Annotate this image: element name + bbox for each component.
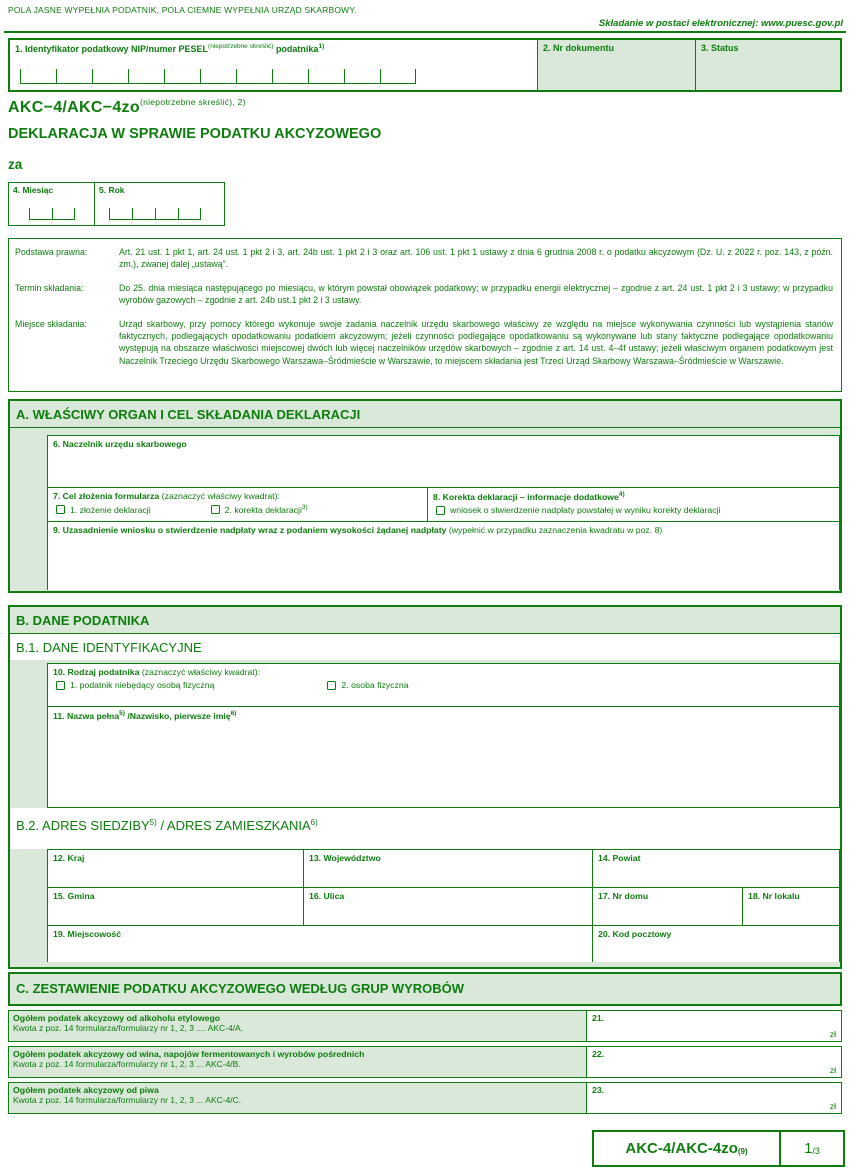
checkbox-korekta-deklaracji[interactable]: [211, 505, 220, 514]
field-22-amount[interactable]: [587, 1047, 841, 1077]
efiling-note: Składanie w postaci elektronicznej: www.puesc.gov.pl: [598, 18, 843, 29]
field-23-number: 23.: [592, 1085, 605, 1095]
field-13-wojewodztwo[interactable]: [304, 850, 593, 887]
fill-instruction-note: POLA JASNE WYPEŁNIA PODATNIK, POLA CIEMNE WYPEŁNIA URZĄD SKARBOWY.: [8, 5, 357, 15]
option-label-wniosek: wniosek o stwierdzenie nadpłaty powstałej w wyniku korekty deklaracji: [450, 505, 721, 515]
fields-7-8-row: [48, 488, 839, 522]
za-label: za: [8, 157, 23, 172]
footer-page-number: 1 /3: [804, 1140, 820, 1157]
field-19-miejscowosc[interactable]: [48, 926, 593, 962]
field-21-amount[interactable]: [587, 1011, 841, 1041]
field-1-nip-pesel: [10, 40, 538, 90]
field-23-amount[interactable]: [587, 1083, 841, 1113]
field-17-nr-domu[interactable]: [593, 888, 743, 925]
legal-label: Termin składania:: [15, 282, 84, 293]
field-3-status[interactable]: [696, 40, 840, 90]
field-15-gmina[interactable]: [48, 888, 304, 925]
checkbox-osoba-fizyczna[interactable]: [327, 681, 336, 690]
field-3-label: 3. Status: [701, 43, 739, 53]
address-row-3: [48, 926, 839, 962]
option-label-zlozenie: 1. złożenie deklaracji: [70, 504, 151, 515]
field-12-label: 12. Kraj: [53, 853, 85, 863]
section-a-fields-box: [47, 435, 840, 590]
tax-row-23-title: Ogółem podatek akcyzowy od piwa: [13, 1085, 159, 1095]
field-8-korekta-info: [428, 488, 839, 521]
field-15-label: 15. Gmina: [53, 891, 95, 901]
section-a: [8, 399, 842, 593]
legal-text: Do 25. dnia miesiąca następującego po miesiącu, w którym powstał obowiązek podatkowy; w przypadku energii elektrycznej – zgodnie z art. 24 ust. 1 pkt 2 i 3 ustawy; w przypadku wyrobów gazowych – zgodnie z art. 24b ust.1 pkt 2 i 3 ustawy.: [119, 282, 833, 306]
tax-row-22-title: Ogółem podatek akcyzowy od wina, napojów fermentowanych i wyrobów pośrednich: [13, 1049, 365, 1059]
field-22-number: 22.: [592, 1049, 605, 1059]
option-label-korekta: 2. korekta deklaracji$^{3)}$: [224, 504, 308, 515]
section-b1-header: B.1. DANE IDENTYFIKACYJNE: [10, 634, 840, 660]
tax-row-22-title-cell: [9, 1047, 587, 1077]
field-5-label: 5. Rok: [99, 185, 125, 195]
field-9-label: 9. Uzasadnienie wniosku o stwierdzenie nadpłaty wraz z podaniem wysokości żądanej nadpłaty (wypełnić w przypadku zaznaczenia kwadratu w poz. 8): [53, 525, 663, 535]
month-input-comb[interactable]: [29, 208, 75, 220]
form-main-title: DEKLARACJA W SPRAWIE PODATKU AKCYZOWEGO: [8, 126, 382, 142]
field-21-number: 21.: [592, 1013, 605, 1023]
header-id-row: [8, 38, 842, 92]
checkbox-podatnik-niefizyczny[interactable]: [56, 681, 65, 690]
section-a-header: A. WŁAŚCIWY ORGAN I CEL SKŁADANIA DEKLARACJI: [10, 401, 840, 428]
section-b1-fields-box: [47, 663, 840, 808]
field-4-label: 4. Miesiąc: [13, 185, 54, 195]
field-14-powiat[interactable]: [593, 850, 839, 887]
legal-text: Art. 21 ust. 1 pkt 1, art. 24 ust. 1 pkt 2 i 3, art. 24b ust. 1 pkt 2 i 3 oraz art. 106 ust. 1 pkt 1 ustawy z dnia 6 grudnia 2008 r. o podatku akcyzowym (Dz. U. z 2022 r. poz. 143, z późn. zm.), zwanej dalej „ustawą”.: [119, 247, 833, 270]
legal-row-miejsce: [15, 318, 833, 368]
field-7-cel-zlozenia: [48, 488, 428, 521]
tax-row-23-title-cell: [9, 1083, 587, 1113]
tax-row-22: [8, 1046, 842, 1078]
section-c-header: C. ZESTAWIENIE PODATKU AKCYZOWEGO WEDŁUG GRUP WYROBÓW: [8, 972, 842, 1006]
tax-row-21-title-cell: [9, 1011, 587, 1041]
legal-text: Urząd skarbowy, przy pomocy którego wykonuje swoje zadania naczelnik urzędu skarbowego właściwy ze względu na miejsce wykonywania czynności lub wystąpienia stanów faktycznych, podlegających opodatkowaniu podatkiem akcyzowym; jeżeli czynności podlegające opodatkowaniu są wykonywane lub stany faktyczne podlegające opodatkowaniu występują na obszarze właściwości miejscowej dwóch lub więcej naczelników urzędów skarbowych – zgodnie z art. 14 ust. 4–4f ustawy; jeżeli właściwym organem podatkowym jest Naczelnik Trzeciego Urzędu Skarbowego Warszawa–Śródmieście w Warszawie, to miejscem składania jest Trzeci Urząd Skarbowy Warszawa–Śródmieście w Warszawie.: [119, 318, 833, 366]
field-19-label: 19. Miejscowość: [53, 929, 122, 939]
footer-form-code: AKC-4/AKC-4zo (9): [594, 1132, 781, 1165]
field-12-kraj[interactable]: [48, 850, 304, 887]
checkbox-wniosek-nadplata[interactable]: [436, 506, 445, 515]
legal-row-podstawa: [15, 246, 833, 271]
checkbox-zlozenie-deklaracji[interactable]: [56, 505, 65, 514]
form-code-title: $AKC-4/AKC-4zo^{(niepotrzebne skreślić), 2)}$: [8, 97, 246, 116]
field-16-label: 16. Ulica: [309, 891, 345, 901]
field-2-label: 2. Nr dokumentu: [543, 43, 615, 53]
year-input-comb[interactable]: [109, 208, 201, 220]
field-5-year: [95, 183, 224, 225]
field-1-label: 1. Identyfikator podatkowy NIP/numer $PESEL^{(niepotrzebne skreślić)}$ podatnika$^{1)}$: [15, 43, 325, 54]
option-label-fizyczna: 2. osoba fizyczna: [341, 680, 409, 690]
field-17-label: 17. Nr domu: [598, 891, 649, 901]
field-10-rodzaj-podatnika: [48, 664, 839, 707]
field-6-label: 6. Naczelnik urzędu skarbowego: [53, 439, 187, 449]
field-11-nazwa-pelna[interactable]: [48, 707, 839, 807]
field-10-options: [48, 677, 839, 690]
nip-pesel-input-comb[interactable]: [20, 69, 416, 84]
field-2-nr-dokumentu[interactable]: [538, 40, 696, 90]
tax-row-22-note: Kwota z poz. 14 formularza/formularzy nr 1, 2, 3 ... AKC-4/B.: [13, 1059, 241, 1069]
legal-label: Podstawa prawna:: [15, 247, 88, 257]
section-b2-header: B.2. ADRES SIEDZIBY$^{5)}$ / ADRES ZAMIESZKANIA$^{6)}$: [10, 808, 840, 849]
field-20-label: 20. Kod pocztowy: [598, 929, 672, 939]
field-8-label: 8. Korekta deklaracji – informacje dodatkowe$^{4)}$: [433, 491, 625, 502]
field-8-option: [428, 502, 839, 515]
field-18-nr-lokalu[interactable]: [743, 888, 839, 925]
legal-info-box: [8, 238, 842, 392]
section-b-header: B. DANE PODATNIKA: [10, 607, 840, 634]
field-6-naczelnik[interactable]: [48, 436, 839, 488]
field-16-ulica[interactable]: [304, 888, 593, 925]
address-row-1: [48, 850, 839, 888]
option-label-niefizyczny: 1. podatnik niebędący osobą fizyczną: [70, 680, 215, 690]
legal-label: Miejsce składania:: [15, 318, 87, 329]
period-table: [8, 182, 225, 226]
field-9-uzasadnienie[interactable]: [48, 522, 839, 591]
field-7-options: [48, 501, 427, 515]
field-22-unit: zł: [829, 1065, 836, 1075]
section-b1-body: [10, 663, 840, 962]
tax-row-23-note: Kwota z poz. 14 formularza/formularzy nr 1, 2, 3 ... AKC-4/C.: [13, 1095, 242, 1105]
field-23-unit: zł: [829, 1101, 836, 1111]
tax-row-21-note: Kwota z poz. 14 formularza/formularzy nr 1, 2, 3 .... AKC-4/A.: [13, 1023, 244, 1033]
address-row-2: [48, 888, 839, 926]
field-18-label: 18. Nr lokalu: [748, 891, 800, 901]
tax-row-21: [8, 1010, 842, 1042]
field-7-label: 7. Cel złożenia formularza (zaznaczyć właściwy kwadrat):: [53, 491, 280, 501]
field-14-label: 14. Powiat: [598, 853, 641, 863]
tax-row-21-title: Ogółem podatek akcyzowy od alkoholu etylowego: [13, 1013, 221, 1023]
field-20-kod-pocztowy[interactable]: [593, 926, 839, 962]
legal-row-termin: [15, 282, 833, 307]
tax-row-23: [8, 1082, 842, 1114]
footer-box: [592, 1130, 845, 1167]
field-13-label: 13. Województwo: [309, 853, 381, 863]
field-11-label: 11. Nazwa pełna$^{5)}$ /Nazwisko, pierwsze imię$^{6)}$: [53, 710, 237, 721]
section-b: [8, 605, 842, 969]
field-4-month: [9, 183, 95, 225]
address-grid: [47, 849, 840, 962]
field-21-unit: zł: [829, 1029, 836, 1039]
field-10-label: 10. Rodzaj podatnika (zaznaczyć właściwy kwadrat):: [53, 667, 261, 677]
top-rule: [4, 31, 846, 33]
